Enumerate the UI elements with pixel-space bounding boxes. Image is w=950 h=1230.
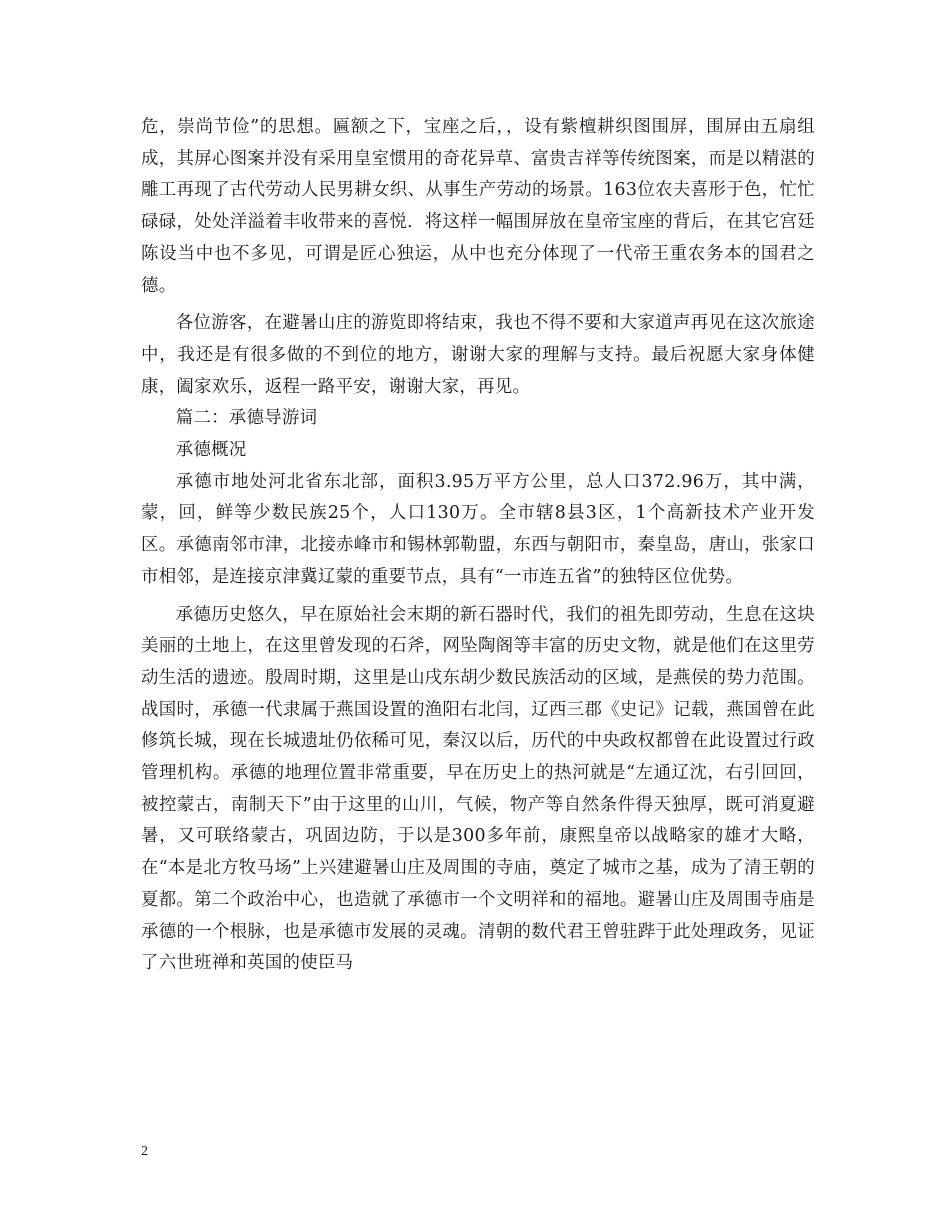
paragraph-2: 各位游客，在避暑山庄的游览即将结束，我也不得不要和大家道声再见在这次旅途中，我还是有很多做的不到位的地方，谢谢大家的理解与支持。最后祝愿大家身体健康，阖家欢乐，返程一路平安，谢谢大家，再见。 [141, 313, 815, 397]
paragraph-4: 承德历史悠久，早在原始社会末期的新石器时代，我们的祖先即劳动，生息在这块美丽的土地上，在这里曾发现的石斧，网坠陶阁等丰富的历史文物，就是他们在这里劳动生活的遗迹。殷周时期，这里是山戌东胡少数民族活动的区域，是燕侯的势力范围。战国时，承德一代隶属于燕国设置的渔阳右北闫，辽西三郡《史记》记载，燕国曾在此修筑长城，现在长城遗址仍依稀可见，秦汉以后，历代的中央政权都曾在此设置过行政管理机构。承德的地理位置非常重要，早在历史上的热河就是“左通辽沈，右引回回，被控蒙古，南制天下”由于这里的山川，气候，物产等自然条件得天独厚，既可消夏避暑，又可联络蒙古，巩固边防，于以是300多年前，康熙皇帝以战略家的雄才大略，在“本是北方牧马场”上兴建避暑山庄及周围的寺庙，奠定了城市之基，成为了清王朝的夏都。第二个政治中心，也造就了承德市一个文明祥和的福地。避暑山庄及周围寺庙是承德的一个根脉，也是承德市发展的灵魂。清朝的数代君王曾驻跸于此处理政务，见证了六世班禅和英国的使臣马 [141, 604, 815, 974]
page-number: 2 [141, 1144, 148, 1159]
sub-heading: 承德概况 [175, 440, 247, 461]
section-heading: 篇二：承德导游词 [175, 408, 318, 429]
paragraph-3: 承德市地处河北省东北部，面积3.95万平方公里，总人口372.96万，其中满，蒙，回，鲜等少数民族25个，人口130万。全市辖8县3区，1个高新技术产业开发区。承德南邻市津，北接赤峰市和锡林郭勒盟，东西与朝阳市，秦皇岛，唐山，张家口市相邻，是连接京津冀辽蒙的重要节点，具有“一市连五省”的独特区位优势。 [141, 471, 815, 587]
document-page [141, 112, 815, 980]
paragraph-1: 危，崇尚节俭”的思想。匾额之下，宝座之后，，设有紫檀耕织图围屏，围屏由五扇组成，其屏心图案并没有采用皇室惯用的奇花异草、富贵吉祥等传统图案，而是以精湛的雕工再现了古代劳动人民男耕女织、从事生产劳动的场景。163位农夫喜形于色，忙忙碌碌，处处洋溢着丰收带来的喜悦．将这样一幅围屏放在皇帝宝座的背后，在其它宫廷陈设当中也不多见，可谓是匠心独运，从中也充分体现了一代帝王重农务本的国君之德。 [141, 117, 815, 296]
